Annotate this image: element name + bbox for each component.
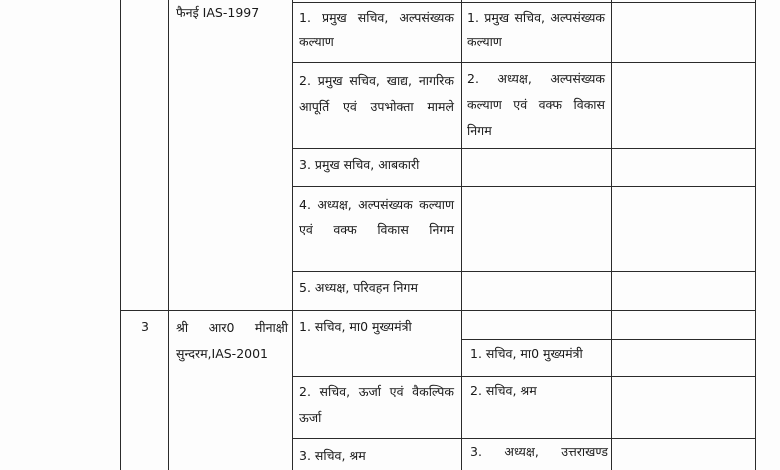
row-line	[461, 339, 756, 340]
row-line	[292, 271, 756, 272]
row-line	[292, 438, 756, 439]
current-post-1: 1. सचिव, मा0 मुख्यमंत्री	[299, 319, 412, 334]
row-line	[292, 148, 462, 149]
table-border-left	[120, 0, 121, 470]
current-post-3: 3. प्रमुख सचिव, आबकारी	[299, 157, 420, 172]
row-line	[292, 2, 756, 3]
table-divider-current	[292, 0, 293, 470]
current-post-2: 2. प्रमुख सचिव, खाद्य, नागरिक आपूर्ति एवं उपभोक्ता मामले	[299, 73, 454, 114]
current-post-3: 3. सचिव, श्रम	[299, 448, 366, 463]
table-divider-remarks	[611, 0, 612, 470]
retained-post-3: 3. अध्यक्ष, उत्तराखण्ड	[470, 444, 608, 459]
current-post-2: 2. सचिव, ऊर्जा एवं वैकल्पिक ऊर्जा	[299, 384, 454, 425]
retained-post-2: 2. अध्यक्ष, अल्पसंख्यक कल्याण एवं वक्फ विकास निगम	[467, 71, 605, 138]
table-border-right	[755, 0, 756, 470]
retained-post-1: 1. प्रमुख सचिव, अल्पसंख्यक कल्याण	[467, 10, 605, 49]
row-line	[461, 148, 756, 149]
table-divider-retained	[461, 0, 462, 470]
current-post-5: 5. अध्यक्ष, परिवहन निगम	[299, 280, 418, 295]
current-post-4: 4. अध्यक्ष, अल्पसंख्यक कल्याण एवं वक्फ विकास निगम	[299, 197, 454, 237]
retained-post-1: 1. सचिव, मा0 मुख्यमंत्री	[470, 346, 583, 361]
officer-name: फैनई IAS-1997	[176, 5, 260, 20]
serial-number: 3	[141, 319, 149, 334]
row-line	[120, 310, 756, 311]
row-line	[292, 376, 756, 377]
officer-name: श्री आर0 मीनाक्षी सुन्दरम,IAS-2001	[176, 320, 288, 361]
row-line	[292, 186, 756, 187]
table-divider-name	[168, 0, 169, 470]
row-line	[292, 62, 756, 63]
current-post-1: 1. प्रमुख सचिव, अल्पसंख्यक कल्याण	[299, 10, 454, 49]
retained-post-2: 2. सचिव, श्रम	[470, 383, 537, 398]
